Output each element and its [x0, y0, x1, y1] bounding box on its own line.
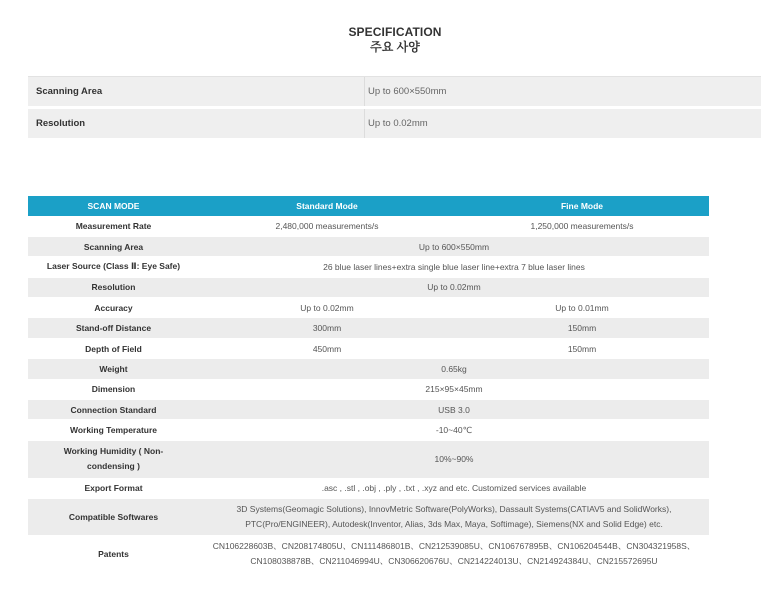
spec-standard-value: 300mm	[199, 318, 455, 338]
spec-label: Accuracy	[28, 298, 199, 318]
summary-label: Resolution	[28, 109, 365, 138]
spec-fine-value: 150mm	[455, 338, 709, 358]
spec-value: -10~40℃	[199, 420, 709, 440]
spec-label: Patents	[28, 536, 199, 573]
spec-standard-value: 450mm	[199, 338, 455, 358]
spec-value-line: CN108038878B、CN211046994U、CN306620676U、CN214224013U、CN214924384U、CN215572695U	[250, 556, 658, 567]
spec-label: Export Format	[28, 478, 199, 498]
spec-label: Resolution	[28, 277, 199, 297]
page-title: SPECIFICATION	[348, 25, 442, 39]
spec-value	[199, 499, 709, 536]
spec-standard-value: Up to 0.02mm	[199, 298, 455, 318]
spec-fine-value: Up to 0.01mm	[455, 298, 709, 318]
spec-label: Compatible Softwares	[28, 499, 199, 536]
spec-label: Weight	[28, 359, 199, 379]
spec-label: Stand-off Distance	[28, 318, 199, 338]
spec-value: .asc , .stl , .obj , .ply , .txt , .xyz and etc. Customized services available	[199, 478, 709, 498]
row-patents	[28, 536, 709, 573]
spec-label-line: condensing )	[87, 461, 140, 472]
spec-standard-value: 2,480,000 measurements/s	[199, 216, 455, 236]
spec-value: 0.65kg	[199, 359, 709, 379]
row-working-humidity	[28, 440, 709, 478]
spec-table	[28, 196, 709, 573]
row-scanning-area	[28, 236, 709, 256]
summary-label: Scanning Area	[28, 77, 365, 106]
spec-label: Measurement Rate	[28, 216, 199, 236]
spec-label: Dimension	[28, 379, 199, 399]
row-laser-source	[28, 257, 709, 277]
spec-label: Working Temperature	[28, 420, 199, 440]
header-standard-mode: Standard Mode	[199, 196, 455, 216]
spec-value: 26 blue laser lines+extra single blue laser line+extra 7 blue laser lines	[199, 257, 709, 277]
summary-row	[28, 77, 761, 107]
spec-fine-value: 150mm	[455, 318, 709, 338]
page-heading	[0, 25, 766, 55]
spec-value: Up to 600×550mm	[199, 236, 709, 256]
row-measurement-rate	[28, 216, 709, 236]
summary-value: Up to 600×550mm	[368, 86, 447, 97]
spec-value: 215×95×45mm	[199, 379, 709, 399]
spec-label-line: Working Humidity ( Non-	[63, 446, 164, 457]
spec-fine-value: 1,250,000 measurements/s	[455, 216, 709, 236]
row-accuracy	[28, 298, 709, 318]
spec-header-row	[28, 196, 709, 216]
spec-value-line: PTC(Pro/ENGINEER), Autodesk(Inventor, Alias, 3ds Max, Maya, Softimage), Siemens(NX and Solid Edge) etc.	[245, 519, 663, 530]
row-export-format	[28, 478, 709, 498]
row-compatible-softwares	[28, 499, 709, 536]
page-subtitle: 주요 사양	[370, 40, 420, 54]
summary-value: Up to 0.02mm	[368, 118, 428, 129]
spec-value-line: 3D Systems(Geomagic Solutions), InnovMetric Software(PolyWorks), Dassault Systems(CATIAV5 and SolidWorks),	[236, 504, 672, 515]
spec-value-line: CN106228603B、CN208174805U、CN111486801B、CN212539085U、CN106767895B、CN106204544B、CN304321958S、	[212, 541, 696, 552]
row-working-temperature	[28, 420, 709, 440]
spec-value	[199, 536, 709, 573]
summary-row	[28, 109, 761, 139]
spec-value: 10%~90%	[199, 440, 709, 478]
spec-value: USB 3.0	[199, 400, 709, 420]
spec-label: Laser Source (Class Ⅱ: Eye Safe)	[28, 257, 199, 277]
spec-label: Connection Standard	[28, 400, 199, 420]
spec-label: Depth of Field	[28, 338, 199, 358]
row-weight	[28, 359, 709, 379]
row-connection-standard	[28, 400, 709, 420]
header-fine-mode: Fine Mode	[455, 196, 709, 216]
spec-value: Up to 0.02mm	[199, 277, 709, 297]
row-standoff-distance	[28, 318, 709, 338]
header-scan-mode: SCAN MODE	[28, 196, 199, 216]
row-resolution	[28, 277, 709, 297]
row-depth-of-field	[28, 338, 709, 358]
row-dimension	[28, 379, 709, 399]
spec-label: Scanning Area	[28, 236, 199, 256]
spec-label	[28, 440, 199, 478]
summary-table	[28, 76, 761, 141]
